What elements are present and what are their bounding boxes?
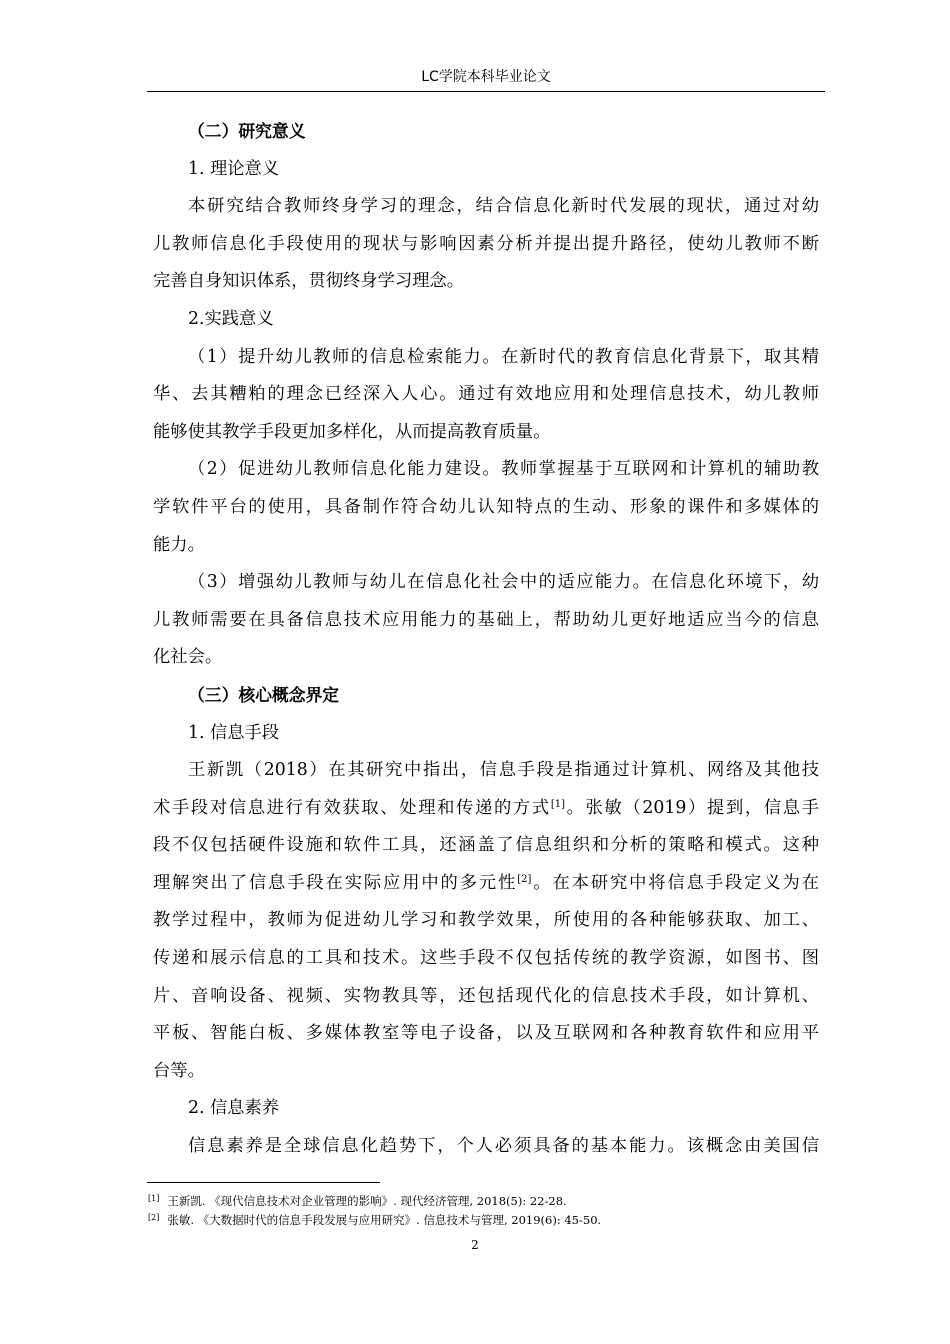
paragraph-line: 传递和展示信息的工具和技术。这些手段不仅包括传统的教学资源，如图书、图 (153, 948, 819, 969)
paragraph-line: 本研究结合教师终身学习的理念，结合信息化新时代发展的现状，通过对幼 (188, 196, 819, 217)
section-heading: （三）核心概念界定 (188, 684, 340, 705)
subheading: 2. 信息素养 (188, 1098, 280, 1119)
paragraph-line: 王新凯（2018）在其研究中指出，信息手段是指通过计算机、网络及其他技 (188, 760, 819, 781)
paragraph-line: 平板、智能白板、多媒体教室等电子设备，以及互联网和各种教育软件和应用平 (153, 1023, 819, 1044)
paragraph-line: （2）促进幼儿教师信息化能力建设。教师掌握基于互联网和计算机的辅助教 (188, 459, 819, 480)
citation-ref[interactable]: [1] (550, 798, 565, 810)
footnote-rule (147, 1182, 380, 1183)
paragraph-line: 学软件平台的使用，具备制作符合幼儿认知特点的生动、形象的课件和多媒体的 (153, 496, 819, 517)
text-run: 理解突出了信息手段在实际应用中的多元性 (153, 872, 518, 893)
subheading: 2.实践意义 (188, 308, 274, 329)
paragraph-line: （1）提升幼儿教师的信息检索能力。在新时代的教育信息化背景下，取其精 (188, 346, 819, 367)
header-rule (147, 91, 825, 92)
paragraph-line: 片、音响设备、视频、实物教具等，还包括现代化的信息技术手段，如计算机、 (153, 985, 819, 1006)
paragraph-line: 化社会。 (153, 647, 223, 668)
footnote-mark: [1] (148, 1194, 160, 1203)
paragraph-line (153, 865, 819, 903)
footnote (148, 1211, 828, 1230)
text-run: 术手段对信息进行有效获取、处理和传递的方式 (153, 797, 551, 818)
running-header: LC学院本科毕业论文 (421, 69, 551, 85)
page-number: 2 (471, 1238, 479, 1252)
footnote-text: 王新凯. 《现代信息技术对企业管理的影响》. 现代经济管理, 2018(5): 22-28. (167, 1194, 567, 1208)
subheading: 1. 理论意义 (188, 158, 280, 179)
text-run: 。在本研究中将信息手段定义为在 (531, 872, 819, 893)
paragraph-line: 儿教师信息化手段使用的现状与影响因素分析并提出提升路径，使幼儿教师不断 (153, 233, 819, 254)
paragraph-line: 教学过程中，教师为促进幼儿学习和教学效果，所使用的各种能够获取、加工、 (153, 910, 819, 931)
footnotes (148, 1192, 828, 1230)
subheading: 1. 信息手段 (188, 722, 280, 743)
paragraph-line: 台等。 (153, 1060, 205, 1081)
paragraph-line: 完善自身知识体系，贯彻终身学习理念。 (153, 271, 465, 292)
text-run: 。张敏（2019）提到，信息手 (564, 797, 819, 818)
paragraph-line: 段不仅包括硬件设施和软件工具，还涵盖了信息组织和分析的策略和模式。这种 (153, 835, 819, 856)
paragraph-line: 儿教师需要在具备信息技术应用能力的基础上，帮助幼儿更好地适应当今的信息 (153, 609, 819, 630)
section-heading: （二）研究意义 (188, 121, 306, 141)
footnote (148, 1192, 828, 1211)
main-content (153, 113, 819, 1166)
paragraph-line: （3）增强幼儿教师与幼儿在信息化社会中的适应能力。在信息化环境下，幼 (188, 572, 819, 593)
paragraph-line: 能力。 (153, 534, 205, 555)
footnote-mark: [2] (148, 1213, 160, 1222)
paragraph-line: 信息素养是全球信息化趋势下，个人必须具备的基本能力。该概念由美国信 (188, 1136, 819, 1157)
citation-ref[interactable]: [2] (517, 873, 532, 885)
footnote-text: 张敏. 《大数据时代的信息手段发展与应用研究》. 信息技术与管理, 2019(6): 45-50. (167, 1213, 602, 1227)
paragraph-line (153, 790, 819, 828)
paragraph-line: 华、去其糟粕的理念已经深入人心。通过有效地应用和处理信息技术，幼儿教师 (153, 384, 819, 405)
paragraph-line: 能够使其教学手段更加多样化，从而提高教育质量。 (153, 421, 551, 442)
